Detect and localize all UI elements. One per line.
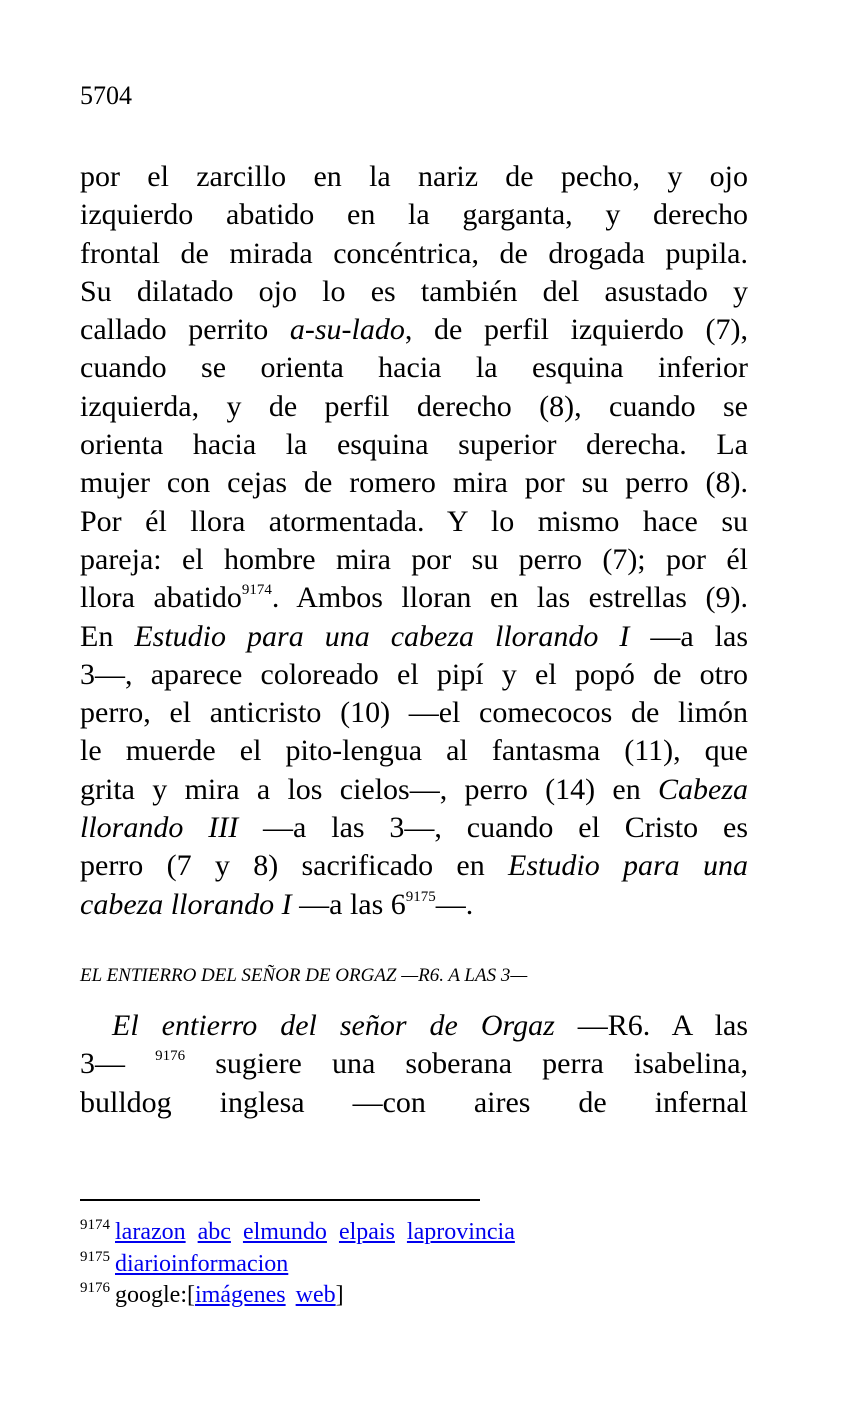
footnote-link-larazon[interactable]: larazon <box>115 1219 186 1245</box>
footnote-prefix: google:[ <box>115 1282 195 1308</box>
text-line: bulldog inglesa —con aires de infernal <box>80 1085 748 1119</box>
footnote-link-elmundo[interactable]: elmundo <box>242 1219 327 1245</box>
text-line: le muerde el pito-lengua al fantasma (11), que <box>80 734 748 768</box>
footnote-marker[interactable]: 9176 <box>155 1048 186 1065</box>
text-line: por el zarcillo en la nariz de pecho, y ojo <box>80 160 748 193</box>
italic-title: Estudio para una <box>508 849 748 883</box>
footnote-9176 <box>80 1280 515 1312</box>
text-segment: 3— <box>80 1047 156 1081</box>
text-segment: perro (7 y 8) sacrificado en <box>80 849 509 883</box>
text-segment: llora abatido <box>80 581 242 615</box>
text-segment: sugiere una soberana perra isabelina, <box>185 1047 749 1081</box>
text-line: Por él llora atormentada. Y lo mismo hace su <box>80 504 748 538</box>
footnote-marker[interactable]: 9175 <box>405 888 436 905</box>
text-segment: En <box>80 619 135 653</box>
italic-title: Estudio para una cabeza llorando I <box>134 619 630 653</box>
footnote-9174 <box>80 1217 515 1249</box>
footnote-9175 <box>80 1249 515 1281</box>
section-heading: EL ENTIERRO DEL SEÑOR DE ORGAZ —R6. A LAS 3— <box>80 965 528 986</box>
footnote-suffix: ] <box>335 1282 344 1308</box>
italic-title: cabeza llorando I <box>80 887 292 921</box>
main-paragraph <box>80 158 748 924</box>
text-line <box>80 847 748 885</box>
italic-term: a-su-lado <box>289 313 405 347</box>
text-segment: —a las <box>629 619 749 653</box>
italic-title: Cabeza <box>658 772 748 806</box>
footnote-link-abc[interactable]: abc <box>197 1219 231 1245</box>
text-segment: , de perfil izquierdo (7), <box>404 313 748 347</box>
text-segment: . Ambos lloran en las estrellas (9). <box>271 581 748 615</box>
page-number: 5704 <box>80 81 132 110</box>
text-line: perro, el anticristo (10) —el comecocos de limón <box>80 696 748 730</box>
footnotes <box>80 1217 515 1312</box>
text-line: izquierda, y de perfil derecho (8), cuando se <box>80 389 748 423</box>
text-line <box>80 771 748 809</box>
text-segment: grita y mira a los cielos—, perro (14) en <box>80 772 658 806</box>
text-line: 3—, aparece coloreado el pipí y el popó de otro <box>80 657 748 691</box>
text-line <box>80 1007 748 1045</box>
text-line <box>80 311 748 349</box>
text-line: orienta hacia la esquina superior derecha. La <box>80 428 748 462</box>
text-segment: —a las 6 <box>291 887 406 921</box>
footnote-link-diarioinformacion[interactable]: diarioinformacion <box>115 1250 289 1277</box>
footnote-separator <box>80 1199 480 1201</box>
text-line <box>80 618 748 656</box>
text-line: Su dilatado ojo lo es también del asustado y <box>80 274 748 308</box>
footnote-number: 9174 <box>80 1217 110 1233</box>
italic-title: El entierro del señor de Orgaz <box>112 1009 555 1042</box>
text-line: izquierdo abatido en la garganta, y derecho <box>80 198 748 232</box>
footnote-link-elpais[interactable]: elpais <box>338 1219 395 1245</box>
text-line: mujer con cejas de romero mira por su perro (8). <box>80 466 748 500</box>
italic-title: llorando III <box>80 811 239 845</box>
text-line: pareja: el hombre mira por su perro (7); por él <box>80 542 748 576</box>
footnote-marker[interactable]: 9174 <box>241 582 272 599</box>
text-segment: —. <box>435 887 474 921</box>
text-line <box>80 886 748 924</box>
text-line <box>80 1045 748 1083</box>
footnote-link-laprovincia[interactable]: laprovincia <box>406 1219 515 1245</box>
footnote-link-web[interactable]: web <box>295 1282 336 1308</box>
text-segment: —R6. A las <box>554 1009 748 1042</box>
footnote-link-imagenes[interactable]: imágenes <box>194 1282 286 1308</box>
footnote-number: 9175 <box>80 1248 110 1265</box>
text-line: cuando se orienta hacia la esquina inferior <box>80 351 748 385</box>
text-segment: —a las 3—, cuando el Cristo es <box>238 811 748 845</box>
section-paragraph <box>80 1007 748 1122</box>
text-line: frontal de mirada concéntrica, de drogada pupila. <box>80 236 748 270</box>
footnote-number: 9176 <box>80 1280 110 1296</box>
text-segment: callado perrito <box>80 313 290 347</box>
text-line <box>80 579 748 617</box>
text-line <box>80 809 748 847</box>
